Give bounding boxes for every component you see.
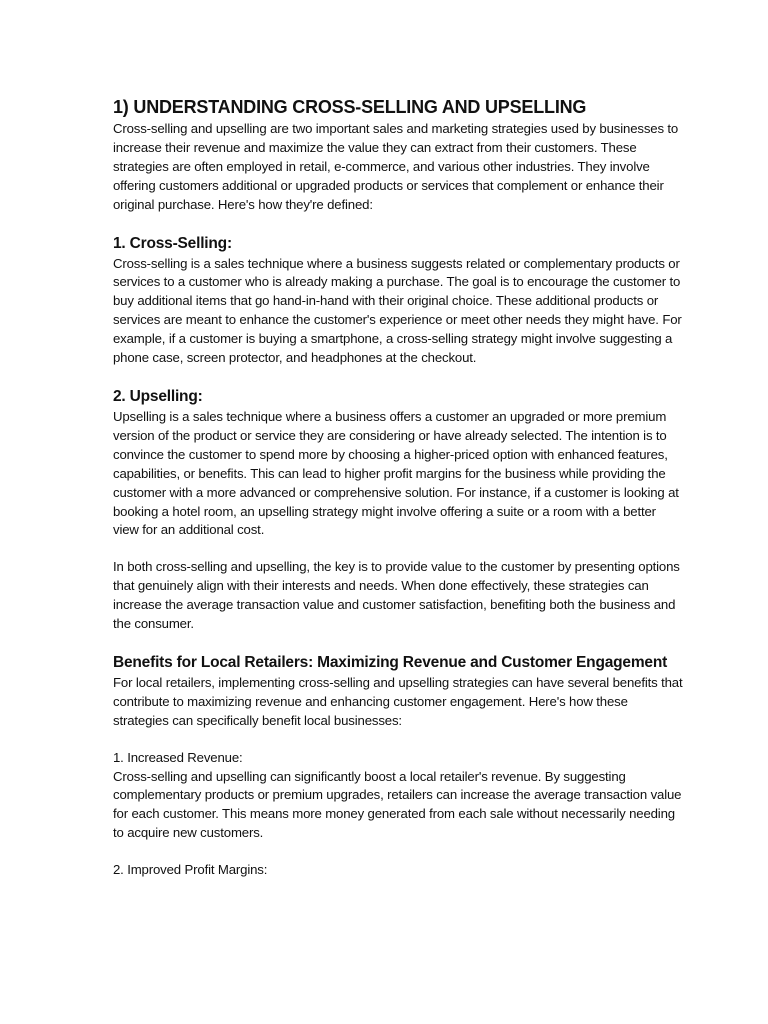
item1-title: 1. Increased Revenue: [113, 749, 243, 765]
document-page [113, 96, 683, 880]
upselling-paragraph: Upselling is a sales technique where a business offers a customer an upgraded or more premium version of the product or service they are considering or have already selected. The intention is to convince the customer to spend more by choosing a higher-priced option with enhanced features, capabilities, or benefits. This can lead to higher profit margins for the business while providing the customer with a more advanced or comprehensive solution. For instance, if a customer is looking at booking a hotel room, an upselling strategy might involve offering a suite or a room with a better view for an additional cost. [113, 408, 679, 538]
item1-paragraph: Cross-selling and upselling can significantly boost a local retailer's revenue. By suggesting complementary products or premium upgrades, retailers can increase the average transaction value for each customer. This means more money generated from each sale without necessarily needing to acquire new customers. [113, 768, 682, 841]
item2-title: 2. Improved Profit Margins: [113, 862, 268, 878]
upselling-heading: 2. Upselling: [113, 387, 203, 405]
intro-paragraph: Cross-selling and upselling are two important sales and marketing strategies used by businesses to increase their revenue and maximize the value they can extract from their customers. These strategies are often employed in retail, e-commerce, and various other industries. They involve offering customers additional or upgraded products or services that complement or enhance their original purchase. Here's how they're defined: [113, 121, 679, 212]
benefits-heading: Benefits for Local Retailers: Maximizing Revenue and Customer Engagement [113, 653, 668, 671]
summary-paragraph: In both cross-selling and upselling, the key is to provide value to the customer by presenting options that genuinely align with their interests and needs. When done effectively, these strategies can increase the average transaction value and customer satisfaction, benefiting both the business and the consumer. [113, 559, 680, 632]
cross-selling-paragraph: Cross-selling is a sales technique where a business suggests related or complementary products or services to a customer who is already making a purchase. The goal is to encourage the customer to buy additional items that go hand-in-hand with their original choice. These additional products or services are meant to enhance the customer's experience or meet other needs they might have. For example, if a customer is buying a smartphone, a cross-selling strategy might involve suggesting a phone case, screen protector, and headphones at the checkout. [113, 255, 682, 366]
main-heading: 1) UNDERSTANDING CROSS-SELLING AND UPSELLING [113, 97, 587, 117]
cross-selling-heading: 1. Cross-Selling: [113, 234, 232, 252]
benefits-paragraph: For local retailers, implementing cross-selling and upselling strategies can have several benefits that contribute to maximizing revenue and enhancing customer engagement. Here's how these strategies can specifically benefit local businesses: [113, 674, 683, 728]
